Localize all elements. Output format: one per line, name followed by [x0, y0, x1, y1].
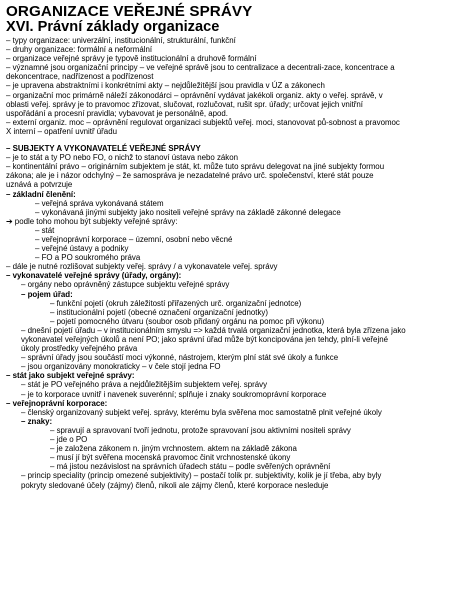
text-line: – princip speciality (princip omezené subjektivity) – postačí tolik pr. subjektivity, kolik je jí třeba, aby byly [21, 471, 382, 481]
text-line: uznává a potvrzuje [6, 180, 73, 190]
text-line: – pojetí pomocného útvaru (soubor osob přidaný orgánu na pomoc při výkonu) [50, 316, 325, 326]
text-line: – organizační moc primárně náleží zákonodárci – oprávnění vydávat jakékoli organiz. akty o veřej. správě, v [6, 90, 383, 100]
text-line: – veřejná správa vykonávaná státem [35, 198, 164, 208]
text-line: – typy organizace: univerzální, institucionální, strukturální, funkční [6, 36, 236, 45]
text-line: – znaky: [21, 416, 53, 426]
text-line: – veřejnoprávní korporace: [6, 398, 108, 408]
text-line: zákona; ale je i názor odchylný – že samosprávа je nezadatelné právo urč. společenství, které stát pouze [6, 171, 374, 181]
text-line: – veřejnoprávní korporace – územní, osobní nebo věcné [35, 234, 233, 244]
text-line: – SUBJEKTY A VYKONAVATELÉ VEŘEJNÉ SPRÁVY [6, 144, 201, 154]
text-line: – je založena zákonem n. jiným vrchnostem. aktem na základě zákona [50, 444, 297, 454]
text-line: – je upravena abstraktními i konkrétními akty – nejdůležitější jsou pravidla v ÚZ a zákonech [6, 81, 325, 91]
text-line: – spravují a spravovaní tvoří jednotu, protože spravovaní jsou aktivními nositeli správy [50, 425, 351, 435]
text-line: – jde o PO [50, 435, 88, 445]
text-line: – institucionální pojetí (obecné označení organizační jednotky) [50, 307, 269, 317]
text-line: – funkční pojetí (okruh záležitostí přiřazených urč. organizační jednotce) [50, 298, 302, 308]
text-line: pokryty sledované účely (zájmy) členů, nikoli ale zájmy členů, které korporace nesleduje [21, 480, 329, 490]
text-line: – FO a PO soukromého práva [35, 253, 141, 263]
text-line: – stát jako subjekt veřejné správy: [6, 371, 135, 381]
text-line: – správní úřady jsou součástí moci výkonné, nástrojem, kterým plní stát své úkoly a funkce [21, 353, 339, 363]
text-line: dekoncentrace, nadřízenost a podřízenost [6, 72, 154, 82]
text-line: – pojem úřad: [21, 289, 73, 299]
text-line: – stát je PO veřejného práva a nejdůležitějším subjektem veřej. správy [21, 380, 268, 390]
text-line: – dále je nutné rozlišovat subjekty veřej. správy / a vykonavatele veřej. správy [6, 262, 278, 272]
intro-list [6, 36, 459, 136]
text-line: – externí organiz. moc – oprávnění regulovat organizaci subjektů veřej. moci, stanovovat pů-sobnost a pravomoc [6, 117, 400, 127]
text-line: X interní – opatření uvnitř úřadu [6, 126, 117, 136]
document-title: ORGANIZACE VEŘEJNÉ SPRÁVY [6, 3, 253, 20]
section-title: XVI. Právní základy organizace [6, 19, 220, 35]
text-line: – stát [35, 225, 55, 235]
text-line: oblasti veřej. správy je to pravomoc zřizovat, slučovat, rozlučovat, rušit spr. úřady; určovat jejich vnitřní [6, 99, 363, 109]
text-line: – druhy organizace: formální a neformální [6, 45, 153, 55]
text-line: – orgány nebo oprávněný zástupce subjektu veřejné správy [21, 280, 230, 290]
text-line: – základní členění: [6, 189, 76, 199]
text-line: – kontinentální právo – originárním subjektem je stát, kt. může tuto správu delegovat na jiné subjekty formou [6, 162, 385, 172]
text-line: – dnešní pojetí úřadu – v institucionálním smyslu => každá trvalá organizační jednotka, která byla zřízena jako [21, 325, 406, 335]
text-line: – musí jí být svěřena mocenská pravomoc činit vrchnostenské úkony [50, 453, 291, 463]
text-line: – organizace veřejné správy je typově institucionální a druhově formální [6, 54, 257, 64]
text-line: – významné jsou organizační principy – ve veřejné správě jsou to centralizace a decentrali-zace, koncentrace a [6, 63, 395, 73]
text-line: – vykonávaná jinými subjekty jako nositeli veřejné správy na základě zákonné delegace [35, 207, 341, 217]
subjects-list [6, 144, 459, 490]
text-line: – je to stát a ty PO nebo FO, o nichž to stanoví ústava nebo zákon [6, 153, 239, 163]
text-line: ➔ podle toho mohou být subjekty veřejné správy: [6, 216, 178, 226]
text-line: – je to korporace uvnitř i navenek suverénní; splňuje i znaky soukromoprávní korporace [21, 389, 327, 399]
text-line: uspořádání a procesní pravidla; vybavovat je personálně, apod. [6, 108, 228, 118]
text-line: úkoly prostředky veřejného práva [21, 344, 138, 354]
text-line: – veřejné ústavy a podniky [35, 244, 129, 254]
text-line: – jsou organizovány monokraticky – v čele stojí jedna FO [21, 362, 221, 372]
text-line: – má jistou nezávislost na správních úřadech státu – podle svěřených oprávnění [50, 462, 331, 472]
text-line: – vykonavatelé veřejné správy (úřady, orgány): [6, 271, 182, 281]
text-line: vykonavatel veřejných úkolů a není PO; jako správní úřad může být koncipována jen tehdy, plní-li veřejné [21, 335, 388, 344]
section-gap [6, 136, 459, 144]
text-line: – členský organizovaný subjekt veřej. správy, kterému byla svěřena moc samostatně plnit veřejné úkoly [21, 407, 382, 417]
